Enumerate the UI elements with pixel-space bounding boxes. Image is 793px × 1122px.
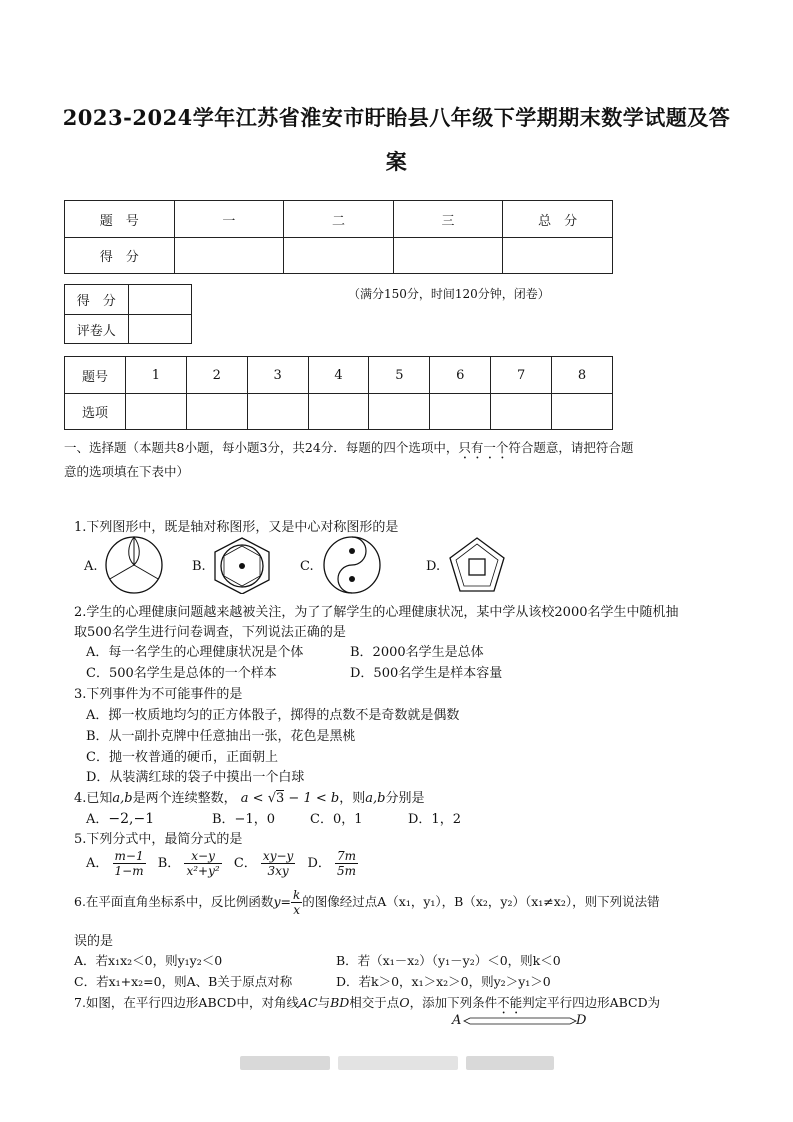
q6-option-a: A．若x₁x₂＜0，则y₁y₂＜0: [74, 953, 223, 968]
q7-figure-label-d: D: [576, 1013, 587, 1028]
section1-intro-b: 符合题意，请把符合题: [508, 440, 634, 455]
q1-label-a: A.: [84, 559, 98, 574]
q4-option-c: C．0，1: [310, 812, 363, 827]
q2-option-b: B．2000名学生是总体: [350, 645, 484, 660]
answer-number: 7: [491, 357, 552, 394]
answer-number: 1: [125, 357, 186, 394]
q4-stem-a: 4.已知: [74, 791, 113, 806]
score-table: [64, 200, 613, 274]
q7-ac: AC: [298, 995, 318, 1010]
answer-number: 6: [430, 357, 491, 394]
score-header-cell: 一: [174, 201, 284, 238]
q7-stem-c: ，添加下列条件: [409, 995, 498, 1010]
q4-radicand: 3: [276, 791, 285, 806]
q7-stem: [74, 993, 660, 1017]
answer-cell: [369, 394, 430, 430]
answer-number: 8: [552, 357, 613, 394]
q1-stem: 1.下列图形中，既是轴对称图形，又是中心对称图形的是: [74, 520, 399, 535]
q6-option-c: C．若x₁+x₂=0，则A、B关于原点对称: [74, 974, 293, 989]
answer-row-label: 选项: [65, 394, 126, 430]
q4-option-a-value: −2,−1: [108, 811, 155, 827]
q6-func-den: x: [293, 903, 301, 917]
q4-option-a: [86, 808, 154, 827]
q7-stem-d: 判定平行四边形ABCD为: [522, 995, 661, 1010]
q1-label-b: B.: [192, 559, 206, 574]
answer-cell: [247, 394, 308, 430]
q7-figure-label-a: A: [452, 1013, 462, 1028]
q4-stem-b: 是两个连续整数，: [132, 791, 237, 806]
q7-o: O: [399, 995, 410, 1010]
q4-stem-d: 分别是: [385, 791, 425, 806]
grader-table: [64, 284, 192, 344]
q6-stem-a: 6.在平面直角坐标系中，反比例函数: [74, 894, 274, 909]
footer-blur: [338, 1056, 458, 1070]
q2-stem-line2: 取500名学生进行问卷调查，下列说法正确的是: [74, 625, 346, 640]
q4-var-ab-2: a,b: [365, 791, 386, 806]
q5-stem: 5.下列分式中，最简分式的是: [74, 832, 243, 847]
figure-b-hexagon-circle: [211, 536, 273, 594]
score-header-cell: 题 号: [65, 201, 175, 238]
q4-var-ab: a,b: [112, 791, 133, 806]
q5-b-num: x−y: [184, 849, 221, 864]
q4-option-b: B．−1，0: [212, 812, 275, 827]
score-header-cell: 二: [284, 201, 394, 238]
q5-c-num: xy−y: [262, 849, 294, 863]
q5-c-den: 3xy: [267, 864, 289, 878]
q5-label-c: C．: [233, 856, 257, 871]
answer-cell: [186, 394, 247, 430]
grader-score-cell: [128, 285, 191, 315]
q5-a-num: m−1: [114, 849, 144, 863]
q6-func-y: y=: [273, 894, 291, 909]
q6-stem-b: 的图像经过点A（x₁，y₁），B（x₂，y₂）（x₁≠x₂），则下列说法错: [302, 894, 660, 909]
q4-ineq-b: − 1 < b: [284, 791, 340, 806]
score-header-cell: 三: [393, 201, 503, 238]
q5-label-b: B．: [157, 856, 181, 871]
q1-label-c: C.: [300, 559, 314, 574]
q4-stem: 4.已知a,b是两个连续整数， a < √3 − 1 < b，则a,b分别是: [74, 791, 425, 806]
q7-bd: BD: [330, 995, 350, 1010]
q4-option-a-label: A．: [86, 812, 109, 827]
q2-option-d: D．500名学生是样本容量: [350, 666, 503, 681]
q6-func-num: k: [292, 888, 301, 902]
answer-header-label: 题号: [65, 357, 126, 394]
q2-stem-line1: 2.学生的心理健康问题越来越被关注，为了了解学生的心理健康状况，某中学从该校2000名学生中随机抽: [74, 605, 679, 620]
grader-label: 评卷人: [65, 315, 129, 344]
section1-intro-line2: 意的选项填在下表中）: [64, 464, 190, 479]
q5-options: [86, 849, 358, 878]
grader-score-label: 得 分: [65, 285, 129, 315]
q7-stem-b: 相交于点: [349, 995, 400, 1010]
q5-fraction-a: [113, 849, 146, 878]
q4-ineq-a: a <: [240, 791, 268, 806]
q7-not-emphasis: 不能: [497, 995, 523, 1010]
q3-option-d: D．从装满红球的袋子中摸出一个白球: [86, 770, 305, 785]
answer-table: [64, 356, 613, 430]
q4-option-d: D．1，2: [408, 812, 461, 827]
q5-b-den: x²+y²: [186, 864, 220, 878]
q6-stem: [74, 888, 660, 917]
q3-option-a: A．掷一枚质地均匀的正方体骰子，掷得的点数不是奇数就是偶数: [86, 708, 460, 723]
section1-intro-a: 一、选择题（本题共8小题，每小题3分，共24分．每题的四个选项中，: [64, 440, 459, 455]
q5-d-den: 5m: [337, 864, 357, 878]
q5-label-a: A．: [86, 856, 109, 871]
footer-blur: [240, 1056, 330, 1070]
score-cell: [503, 238, 613, 274]
answer-number: 4: [308, 357, 369, 394]
answer-cell: [308, 394, 369, 430]
q7-figure-edge: [462, 1016, 578, 1026]
figure-a-three-leaf-circle: [104, 535, 164, 595]
q5-fraction-c: [261, 849, 295, 878]
grader-cell: [128, 315, 191, 344]
q4-stem-c: ，则: [339, 791, 366, 806]
q1-label-d: D.: [426, 559, 441, 574]
score-cell: [393, 238, 503, 274]
score-header-cell: 总 分: [503, 201, 613, 238]
q5-fraction-b: [184, 849, 221, 878]
answer-cell: [125, 394, 186, 430]
section1-intro-emphasis: 只有一个: [458, 440, 509, 455]
footer-blur: [466, 1056, 554, 1070]
q5-fraction-d: [335, 849, 358, 878]
figure-c-yin-yang: [322, 535, 382, 595]
q5-label-d: D．: [307, 856, 331, 871]
q6-option-d: D．若k＞0，x₁＞x₂＞0，则y₂＞y₁＞0: [336, 974, 551, 989]
answer-cell: [491, 394, 552, 430]
q3-stem: 3.下列事件为不可能事件的是: [74, 687, 243, 702]
doc-title-line1: 2023-2024学年江苏省淮安市盱眙县八年级下学期期末数学试题及答: [62, 105, 731, 130]
answer-number: 2: [186, 357, 247, 394]
answer-cell: [430, 394, 491, 430]
q6-stem-line2: 误的是: [74, 934, 114, 949]
q6-func-fraction: [291, 888, 302, 917]
doc-title-line2: 案: [385, 149, 408, 174]
q3-option-c: C．抛一枚普通的硬币，正面朝上: [86, 750, 278, 765]
q5-a-den: 1−m: [114, 864, 144, 878]
q7-stem-a: 7.如图，在平行四边形ABCD中，对角线: [74, 995, 299, 1010]
answer-cell: [552, 394, 613, 430]
section1-intro: [64, 438, 633, 462]
score-row-label: 得 分: [65, 238, 175, 274]
score-cell: [174, 238, 284, 274]
q6-option-b: B．若（x₁－x₂）（y₁－y₂）＜0，则k＜0: [336, 953, 561, 968]
q3-option-b: B．从一副扑克牌中任意抽出一张，花色是黑桃: [86, 729, 356, 744]
score-cell: [284, 238, 394, 274]
figure-d-pentagon-square: [448, 536, 506, 594]
answer-number: 5: [369, 357, 430, 394]
answer-number: 3: [247, 357, 308, 394]
q5-d-num: 7m: [337, 849, 357, 863]
q7-with: 与: [317, 995, 331, 1010]
exam-info: （满分150分，时间120分钟，闭卷）: [348, 287, 550, 301]
q2-option-a: A．每一名学生的心理健康状况是个体: [86, 645, 304, 660]
q2-option-c: C．500名学生是总体的一个样本: [86, 666, 277, 681]
